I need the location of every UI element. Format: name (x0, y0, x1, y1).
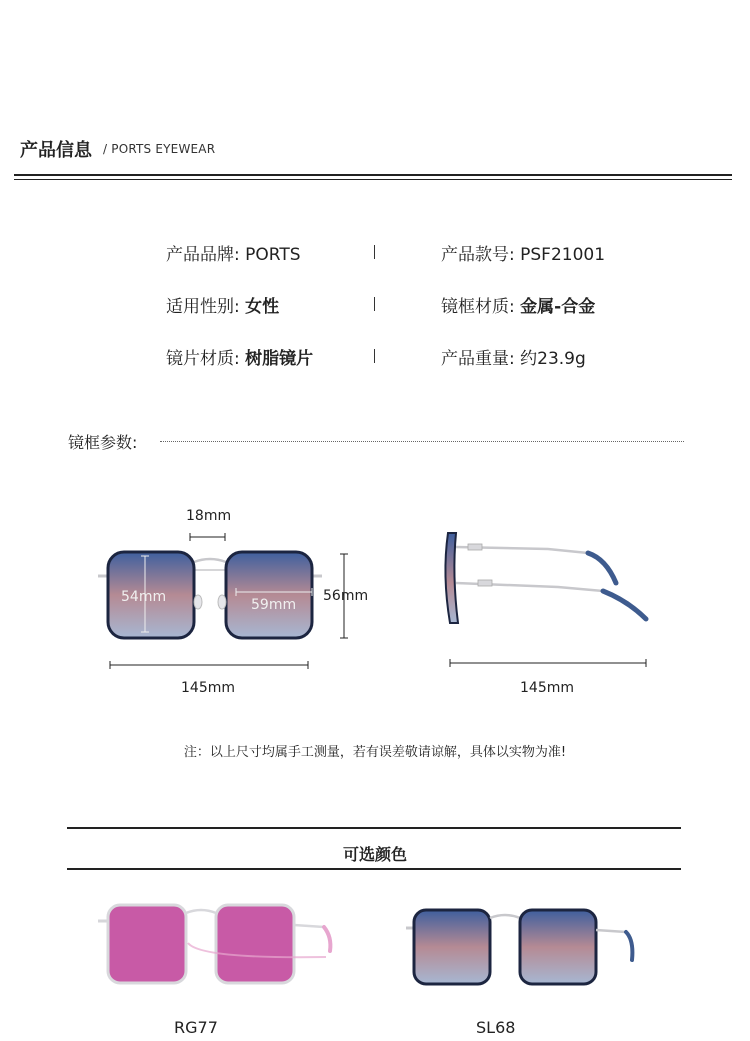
spec-weight (441, 344, 586, 369)
header-divider-thick (14, 174, 732, 176)
spec-brand-label: 产品品牌: (166, 245, 240, 265)
params-dotted-line (160, 441, 684, 442)
option-sl68-label: SL68 (476, 1018, 516, 1037)
spec-frame-material-value: 金属-合金 (520, 297, 596, 317)
option-rg77-image[interactable] (96, 895, 336, 995)
spec-frame-material-label: 镜框材质: (441, 297, 515, 317)
spec-model (441, 240, 605, 265)
spec-separator (374, 349, 375, 363)
options-title: 可选颜色 (342, 845, 407, 864)
option-rg77-label: RG77 (174, 1018, 218, 1037)
spec-lens-material (166, 344, 313, 369)
section-subtitle: / PORTS EYEWEAR (103, 142, 216, 156)
spec-model-label: 产品款号: (441, 245, 515, 265)
params-label: 镜框参数: (68, 433, 138, 452)
spec-separator (374, 245, 375, 259)
dim-bridge: 18mm (186, 508, 232, 524)
dim-front-width: 145mm (181, 680, 235, 696)
spec-brand (166, 240, 301, 265)
glasses-side-view (438, 525, 658, 635)
options-divider-top (67, 827, 681, 829)
dim-lens-height: 54mm (121, 589, 167, 605)
spec-lens-material-value: 树脂镜片 (245, 349, 314, 369)
spec-frame-material (441, 292, 595, 317)
dim-lens-width: 59mm (251, 597, 297, 613)
spec-gender-value: 女性 (245, 297, 280, 317)
spec-gender-label: 适用性别: (166, 297, 240, 317)
spec-model-value: PSF21001 (520, 245, 606, 265)
dim-frame-height: 56mm (323, 588, 369, 604)
dim-temple-length: 145mm (520, 680, 574, 696)
spec-brand-value: PORTS (245, 245, 301, 265)
header-divider-thin (14, 179, 732, 180)
section-title: 产品信息 (20, 140, 92, 161)
spec-weight-label: 产品重量: (441, 349, 515, 369)
measurement-note: 注：以上尺寸均属手工测量，若有误差敬请谅解，具体以实物为准! (183, 745, 567, 760)
spec-separator (374, 297, 375, 311)
option-sl68-image[interactable] (404, 898, 644, 998)
spec-lens-material-label: 镜片材质: (166, 349, 240, 369)
options-divider-bottom (67, 868, 681, 870)
spec-weight-value: 约23.9g (520, 349, 586, 369)
spec-gender (166, 292, 279, 317)
